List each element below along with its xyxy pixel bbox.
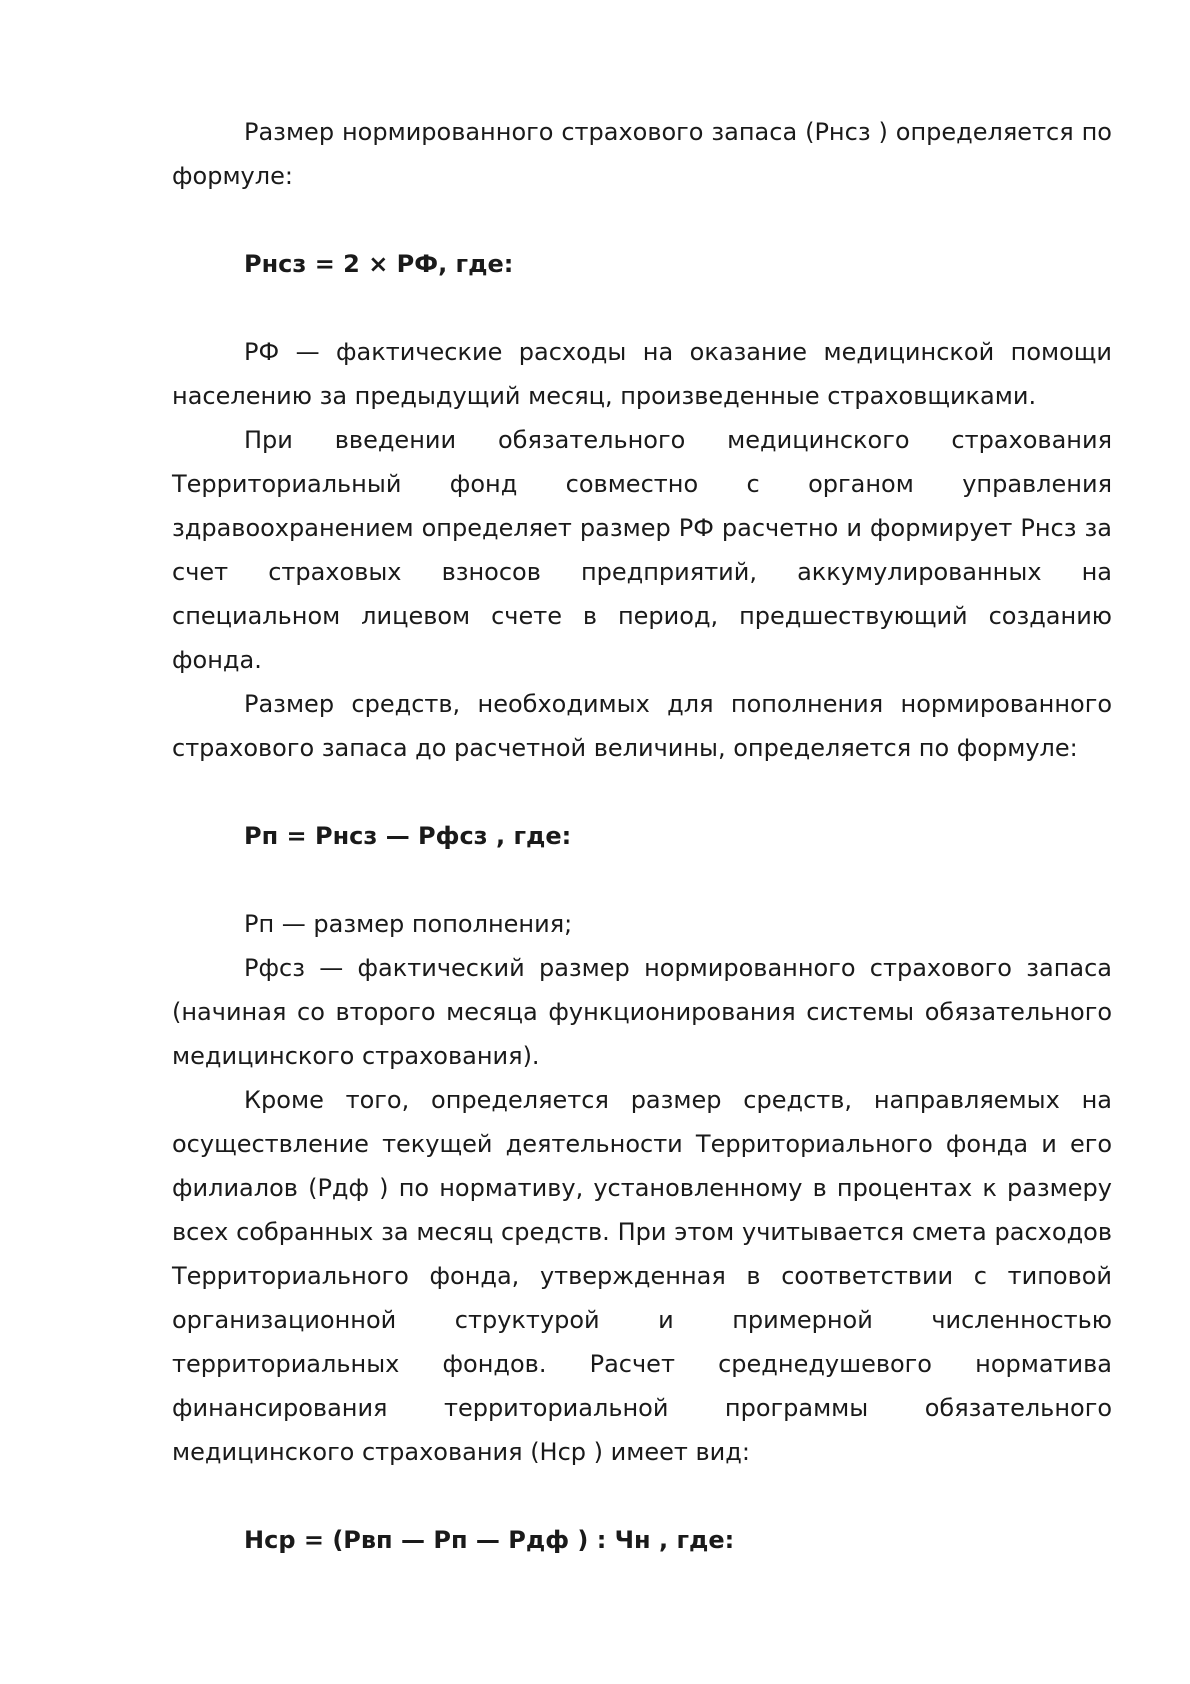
paragraph-introduction: При введении обязательного медицинского страхования Территориальный фонд совместно с органом управления здравоохранением определяет размер РФ расчетно и формирует Рнсз за счет страховых взносов предприятий, аккумулированных на специальном лицевом счете в период, предшествующий созданию фонда. [172,426,1112,674]
spacer [172,286,1112,330]
spacer [172,770,1112,814]
document-page [172,110,1112,1562]
spacer [172,1474,1112,1518]
formula-nsr: Нср = (Рвп — Рп — Рдф ) : Чн , где: [244,1526,735,1554]
paragraph-reserve-size: Размер нормированного страхового запаса (Рнсз ) определяется по формуле: [172,118,1112,190]
formula-rp: Рп = Рнсз — Рфсз , где: [244,822,572,850]
paragraph-replenishment: Размер средств, необходимых для пополнения нормированного страхового запаса до расчетной величины, определяется по формуле: [172,690,1112,762]
paragraph-rp-definition: Рп — размер пополнения; [244,910,573,938]
spacer [172,858,1112,902]
paragraph-rf-definition: РФ — фактические расходы на оказание медицинской помощи населению за предыдущий месяц, произведенные страховщиками. [172,338,1112,410]
formula-rnsz: Рнсз = 2 × РФ, где: [244,250,514,278]
paragraph-rfsz-definition: Рфсз — фактический размер нормированного страхового запаса (начиная со второго месяца функционирования системы обязательного медицинского страхования). [172,954,1112,1070]
paragraph-current-activity: Кроме того, определяется размер средств, направляемых на осуществление текущей деятельности Территориального фонда и его филиалов (Рдф ) по нормативу, установленному в процентах к размеру всех собранных за месяц средств. При этом учитывается смета расходов Территориального фонда, утвержденная в соответствии с типовой организационной структурой и примерной численностью территориальных фондов. Расчет среднедушевого норматива финансирования территориальной программы обязательного медицинского страхования (Нср ) имеет вид: [172,1086,1112,1466]
spacer [172,198,1112,242]
